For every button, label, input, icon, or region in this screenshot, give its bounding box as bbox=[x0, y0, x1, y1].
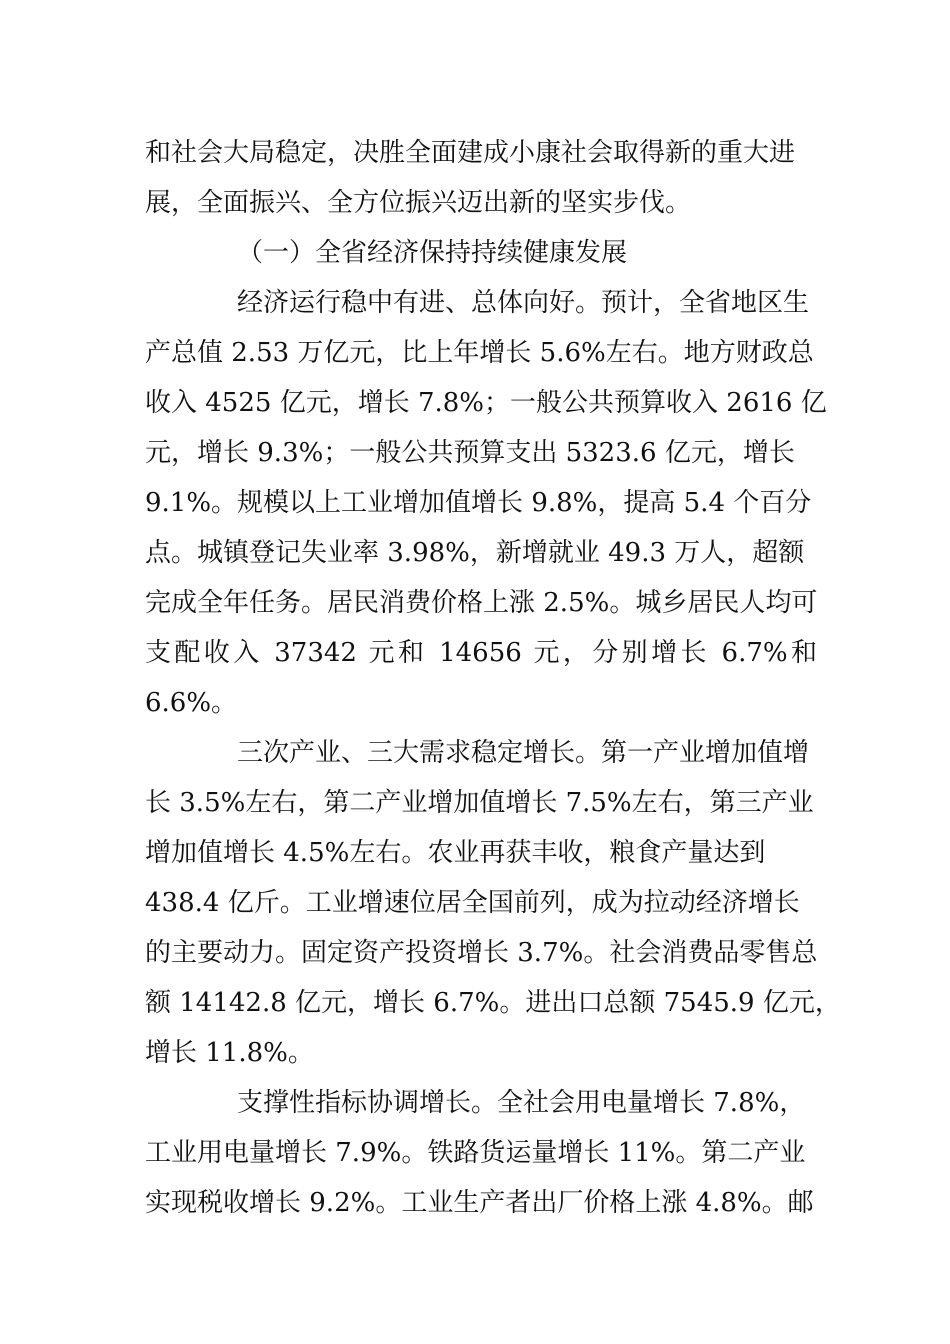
text-line: 增长 11.8%。 bbox=[145, 1038, 314, 1068]
paragraph-first-line: 三次产业、三大需求稳定增长。第一产业增加值增 bbox=[237, 738, 810, 768]
text-line: 展，全面振兴、全方位振兴迈出新的坚实步伐。 bbox=[145, 188, 692, 218]
text-line: 长 3.5%左右，第二产业增加值增长 7.5%左右，第三产业 bbox=[145, 788, 814, 818]
text-line: 额 14142.8 亿元，增长 6.7%。进出口总额 7545.9 亿元， bbox=[145, 988, 841, 1018]
text-line: 支配收入 37342 元和 14656 元，分别增长 6.7%和 bbox=[145, 638, 817, 668]
text-line: 438.4 亿斤。工业增速位居全国前列，成为拉动经济增长 bbox=[145, 888, 800, 918]
text-line: 9.1%。规模以上工业增加值增长 9.8%，提高 5.4 个百分 bbox=[145, 488, 812, 518]
text-line: 的主要动力。固定资产投资增长 3.7%。社会消费品零售总 bbox=[145, 938, 818, 968]
text-line: 元，增长 9.3%；一般公共预算支出 5323.6 亿元，增长 bbox=[145, 438, 795, 468]
section-heading: （一）全省经济保持持续健康发展 bbox=[237, 238, 628, 268]
text-line: 实现税收增长 9.2%。工业生产者出厂价格上涨 4.8%。邮 bbox=[145, 1188, 814, 1218]
text-line: 和社会大局稳定，决胜全面建成小康社会取得新的重大进 bbox=[145, 138, 796, 168]
paragraph-first-line: 支撑性指标协调增长。全社会用电量增长 7.8%， bbox=[237, 1088, 806, 1118]
text-line: 增加值增长 4.5%左右。农业再获丰收，粮食产量达到 bbox=[145, 838, 766, 868]
document-body bbox=[145, 128, 841, 1228]
text-line: 完成全年任务。居民消费价格上涨 2.5%。城乡居民人均可 bbox=[145, 588, 818, 618]
text-line: 产总值 2.53 万亿元，比上年增长 5.6%左右。地方财政总 bbox=[145, 338, 814, 368]
text-line: 收入 4525 亿元，增长 7.8%；一般公共预算收入 2616 亿 bbox=[145, 388, 827, 418]
text-line: 6.6%。 bbox=[145, 688, 238, 718]
text-line: 点。城镇登记失业率 3.98%，新增就业 49.3 万人，超额 bbox=[145, 538, 805, 568]
text-line: 工业用电量增长 7.9%。铁路货运量增长 11%。第二产业 bbox=[145, 1138, 806, 1168]
paragraph-first-line: 经济运行稳中有进、总体向好。预计，全省地区生 bbox=[237, 288, 810, 318]
